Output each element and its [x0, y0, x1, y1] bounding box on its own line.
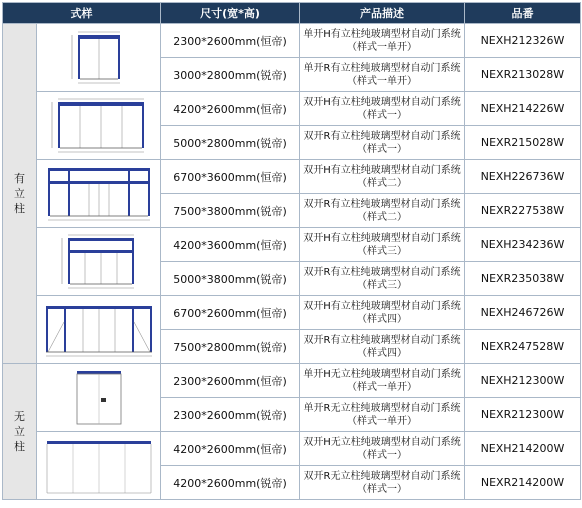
code-cell: NEXH214200W — [465, 432, 581, 466]
size-cell: 4200*2600mm(锐帝) — [161, 466, 300, 500]
table-row — [3, 228, 581, 262]
size-cell: 3000*2800mm(锐帝) — [161, 58, 300, 92]
description-cell: 双开R有立柱纯玻璃型材自动门系统 （样式一） — [300, 126, 465, 160]
door-drawing-double-post — [37, 92, 161, 160]
size-cell: 2300*2600mm(恒帝) — [161, 364, 300, 398]
description-cell: 双开R无立柱纯玻璃型材自动门系统 （样式一） — [300, 466, 465, 500]
code-cell: NEXR214200W — [465, 466, 581, 500]
door-drawing-style4 — [37, 296, 161, 364]
description-cell: 单开R无立柱纯玻璃型材自动门系统 （样式一单开） — [300, 398, 465, 432]
code-cell: NEXH234236W — [465, 228, 581, 262]
description-cell: 单开R有立柱纯玻璃型材自动门系统 （样式一单开） — [300, 58, 465, 92]
size-cell: 7500*3800mm(锐帝) — [161, 194, 300, 228]
door-style2-transom-icon — [40, 164, 158, 224]
door-drawing-double-nopost — [37, 432, 161, 500]
group-label-with-post: 有 立 柱 — [3, 24, 37, 364]
code-cell: NEXR247528W — [465, 330, 581, 364]
header-description: 产品描述 — [300, 3, 465, 24]
size-cell: 5000*2800mm(锐帝) — [161, 126, 300, 160]
header-code: 品番 — [465, 3, 581, 24]
description-cell: 双开H有立柱纯玻璃型材自动门系统 （样式四） — [300, 296, 465, 330]
code-cell: NEXR235038W — [465, 262, 581, 296]
door-style3-transom-icon — [54, 232, 144, 292]
table-row — [3, 364, 581, 398]
code-cell: NEXH214226W — [465, 92, 581, 126]
table-row — [3, 92, 581, 126]
description-cell: 单开H有立柱纯玻璃型材自动门系统 （样式一单开） — [300, 24, 465, 58]
door-drawing-single-post — [37, 24, 161, 92]
table-row — [3, 160, 581, 194]
door-drawing-style2 — [37, 160, 161, 228]
table-header-row — [3, 3, 581, 24]
size-cell: 2300*2600mm(锐帝) — [161, 398, 300, 432]
description-cell: 双开H有立柱纯玻璃型材自动门系统 （样式三） — [300, 228, 465, 262]
code-cell: NEXR215028W — [465, 126, 581, 160]
door-drawing-style3 — [37, 228, 161, 296]
header-style: 式样 — [3, 3, 161, 24]
code-cell: NEXR227538W — [465, 194, 581, 228]
table-row — [3, 24, 581, 58]
size-cell: 5000*3800mm(锐帝) — [161, 262, 300, 296]
size-cell: 2300*2600mm(恒帝) — [161, 24, 300, 58]
header-size: 尺寸(宽*高) — [161, 3, 300, 24]
door-style4-wide-icon — [40, 300, 158, 360]
size-cell: 6700*2600mm(恒帝) — [161, 296, 300, 330]
table-row — [3, 296, 581, 330]
description-cell: 双开H无立柱纯玻璃型材自动门系统 （样式一） — [300, 432, 465, 466]
description-cell: 双开R有立柱纯玻璃型材自动门系统 （样式二） — [300, 194, 465, 228]
description-cell: 单开H无立柱纯玻璃型材自动门系统 （样式一单开） — [300, 364, 465, 398]
size-cell: 4200*2600mm(恒帝) — [161, 92, 300, 126]
door-single-post-icon — [64, 29, 134, 87]
description-cell: 双开H有立柱纯玻璃型材自动门系统 （样式二） — [300, 160, 465, 194]
door-single-nopost-icon — [69, 367, 129, 429]
size-cell: 6700*3600mm(恒帝) — [161, 160, 300, 194]
table-row — [3, 432, 581, 466]
group-label-without-post: 无 立 柱 — [3, 364, 37, 500]
size-cell: 4200*2600mm(恒帝) — [161, 432, 300, 466]
door-double-post-icon — [44, 96, 154, 156]
code-cell: NEXH226736W — [465, 160, 581, 194]
size-cell: 4200*3600mm(恒帝) — [161, 228, 300, 262]
door-double-nopost-icon — [41, 435, 157, 497]
door-drawing-single-nopost — [37, 364, 161, 432]
code-cell: NEXR212300W — [465, 398, 581, 432]
description-cell: 双开R有立柱纯玻璃型材自动门系统 （样式四） — [300, 330, 465, 364]
product-spec-table — [2, 2, 581, 500]
description-cell: 双开R有立柱纯玻璃型材自动门系统 （样式三） — [300, 262, 465, 296]
size-cell: 7500*2800mm(锐帝) — [161, 330, 300, 364]
description-cell: 双开H有立柱纯玻璃型材自动门系统 （样式一） — [300, 92, 465, 126]
code-cell: NEXH212326W — [465, 24, 581, 58]
code-cell: NEXH212300W — [465, 364, 581, 398]
code-cell: NEXH246726W — [465, 296, 581, 330]
code-cell: NEXR213028W — [465, 58, 581, 92]
